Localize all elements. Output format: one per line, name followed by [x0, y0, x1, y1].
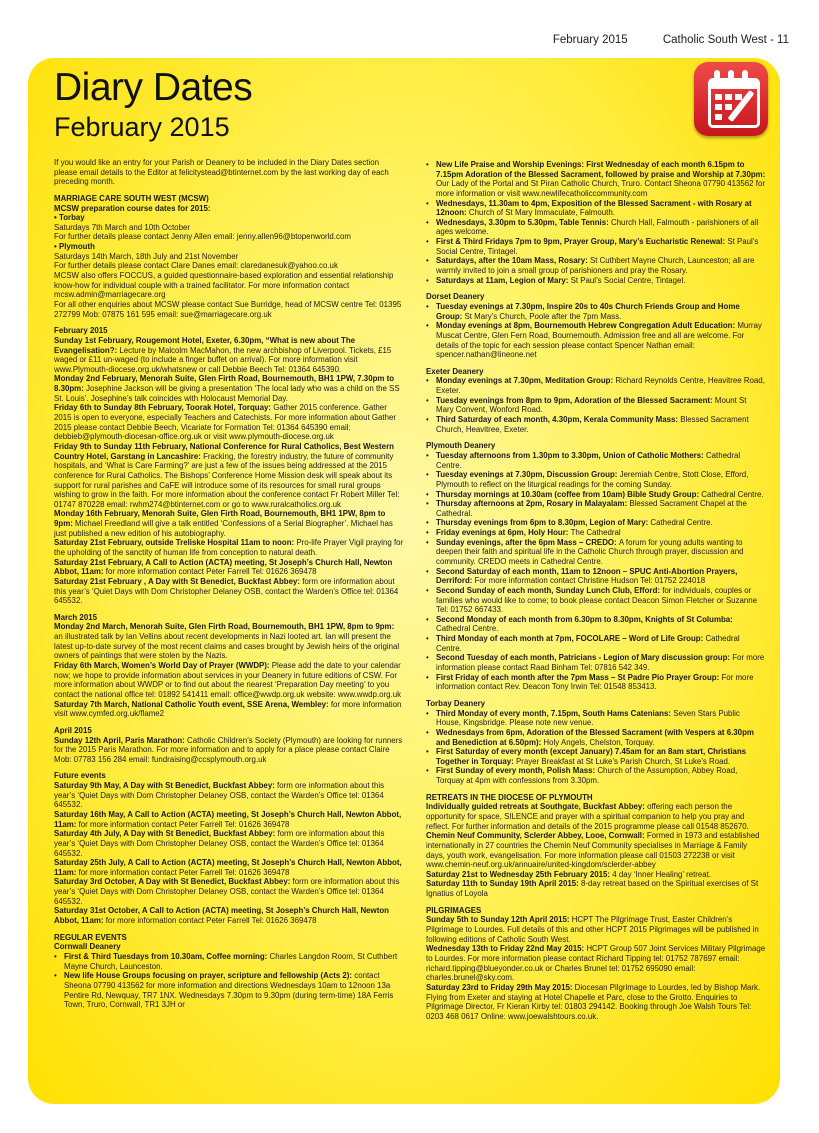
entry-text: For more information contact Rev. Deacon Tony Irwin Tel: 01548 853413. — [436, 672, 754, 692]
diary-entry — [426, 653, 766, 672]
section-heading: PILGRIMAGES — [426, 905, 482, 915]
text-list — [54, 223, 404, 242]
diary-entry — [54, 736, 404, 765]
entry-heading: First Friday of each month after the 7pm Mass – St Padre Pio Prayer Group: — [436, 672, 722, 682]
diary-entry — [54, 700, 404, 719]
page-title: Diary Dates — [54, 66, 253, 109]
bullet-list — [426, 709, 766, 786]
entry-text: Church of St Mary Immaculate, Falmouth. — [468, 208, 615, 218]
subsection-heading: Cornwall Deanery — [54, 942, 121, 952]
entry-heading: Wednesdays from 6pm, Adoration of the Blessed Sacrament (with Vespers at 6.30pm and Benediction at 6.50pm): — [436, 727, 754, 747]
entry-text: for more information contact Peter Farrell Tel: 01626 369478 — [78, 819, 290, 829]
entry-text: Cathedral Centre. — [436, 450, 741, 470]
entry-heading: Wednesdays, 3.30pm to 5.30pm, Table Tennis: — [436, 217, 611, 227]
entry-text: Cathedral Centre. — [701, 489, 764, 499]
entry-text: Cathedral Centre. — [650, 518, 713, 528]
entry-heading: Sunday evenings, after the 6pm Mass – CREDO: — [436, 537, 619, 547]
text-list — [54, 252, 404, 319]
entry-heading: Third Saturday of each month, 4.30pm, Kerala Community Mass: — [436, 415, 681, 425]
entry-heading: Wednesday 13th to Friday 22nd May 2015: — [426, 944, 587, 954]
entry-text: Formed in 1973 and established internationally in 27 countries the Chemin Neuf Community specialises in Marriage & Family days, youth work, evangelisation. For more information please call 01503 272238 or visit www.chemin-neuf.org.uk/annuaire/united-kingdom/sclerder-abbey — [426, 831, 760, 870]
entry-text: form ore information about this year’s ‘Quiet Days with Dom Christopher Delaney OSB, contact the Warden’s Office tel: 01364 645532. — [54, 877, 400, 906]
entry-list — [426, 915, 766, 1021]
diary-entry — [54, 558, 404, 577]
section-heading: MARRIAGE CARE SOUTH WEST (MCSW) — [54, 193, 209, 203]
entry-heading: Sunday 12th April, Paris Marathon: — [54, 735, 187, 745]
left-column — [54, 158, 404, 1010]
entry-text: form ore information about this year’s ‘Quiet Days with Dom Christopher Delaney OSB, contact the Warden’s Office tel: 01364 645532. — [54, 576, 399, 606]
entry-heading: Wednesdays, 11.30am to 4pm, Exposition of the Blessed Sacrament - with Rosary at 12noon: — [436, 198, 752, 218]
entry-text: Blessed Sacrament Chapel at the Cathedral. — [436, 499, 747, 518]
entry-text: Mount St Mary Convent, Wonford Road. — [436, 395, 747, 415]
diary-entry — [426, 728, 766, 747]
diary-entry — [426, 199, 766, 218]
entry-text: Catholic Children’s Society (Plymouth) are looking for runners for the 2015 Paris Marathon. For more information and to apply for a place please contact Claire Mob: 07783 156 284 email: fundraising@ccsplymouth.org.uk — [54, 735, 403, 764]
diary-entry — [426, 673, 766, 692]
entry-heading: First Sunday of every month, Polish Mass: — [436, 766, 598, 776]
entry-heading: Monday 16th February, Menorah Suite, Glen Firth Road, Bournemouth, BH1 1PW, 8pm to 9pm: — [54, 509, 386, 529]
entry-heading: Individually guided retreats at Southgate, Buckfast Abbey: — [426, 802, 648, 812]
entry-heading: Saturday 16th May, A Call to Action (ACTA) meeting, St Joseph’s Church Hall, Newton Abbot, 11am: — [54, 810, 402, 829]
section-heading: Future events — [54, 771, 106, 781]
entry-text: St Mary’s Church, Poole after the 7pm Mass. — [464, 311, 622, 321]
entry-text: Michael Freedland will give a talk entitled ‘Confessions of a Serial Biographer’. Michael has just published a new edition of his autobiography. — [54, 519, 393, 538]
diary-entry — [54, 810, 404, 829]
diary-entry — [426, 944, 766, 983]
entry-heading: Saturday 31st October, A Call to Action (ACTA) meeting, St Joseph’s Church Hall, Newton Abbot, 11am: — [54, 906, 389, 926]
entry-heading: Saturday 21st February, outside Treliske Hospital 11am to noon: — [54, 538, 297, 548]
entry-heading: Saturday 21st February, A Call to Action (ACTA) meeting, St Joseph’s Church Hall, Newton Abbot, 11am: — [54, 557, 393, 577]
diary-entry — [426, 747, 766, 766]
diary-entry — [54, 971, 404, 1010]
entry-heading: Saturday 25th July, A Call to Action (ACTA) meeting, St Joseph’s Church Hall, Newton Abbot, 11am: — [54, 858, 402, 877]
entry-text: 8-day retreat based on the Spiritual exercises of St Ignatius of Loyola — [426, 879, 759, 899]
diary-entry — [426, 870, 766, 880]
entry-list — [54, 336, 404, 606]
section-heading: Torbay Deanery — [426, 698, 486, 708]
diary-entry — [426, 490, 766, 500]
entry-heading: First Saturday of every month (except January) 7.45am for an 8am start, Christians Together in Torquay: — [436, 747, 747, 766]
diary-entry — [426, 276, 766, 286]
diary-entry — [426, 538, 766, 567]
entry-heading: Sunday 1st February, Rougemont Hotel, Exeter, 6.30pm, “What is new about The Evangelisation?: — [54, 335, 356, 355]
entry-heading: Sunday 5th to Sunday 12th April 2015: — [426, 915, 572, 925]
entry-heading: Thursday mornings at 10.30am (coffee from 10am) Bible Study Group: — [436, 489, 702, 499]
subsection-heading: • Plymouth — [54, 242, 95, 252]
entry-text: Seven Stars Public House, Kingsbridge. Please note new venue. — [436, 708, 740, 728]
section-heading: February 2015 — [54, 326, 108, 336]
diary-entry — [426, 831, 766, 870]
entry-text: Murray Muscat Centre, Glen Fern Road, Bournemouth. Admission free and all are welcome. For details of the topic for each session please contact Spencer Nathan email: spencer.nathan@lineone.net — [436, 321, 762, 360]
entry-heading: Tuesday evenings from 8pm to 9pm, Adoration of the Blessed Sacrament: — [436, 395, 715, 405]
diary-entry — [54, 538, 404, 557]
entry-list — [54, 781, 404, 926]
entry-text: Pro-life Prayer Vigil praying for the upholding of the sanctity of human life from conception to natural death. — [54, 538, 404, 557]
entry-text: 4 day ‘Inner Healing’ retreat. — [612, 869, 712, 879]
publication-name: Catholic South West - 11 — [662, 34, 789, 46]
diary-entry — [426, 518, 766, 528]
entry-heading: New Life Praise and Worship Evenings: First Wednesday of each month 6.15pm to 7.15pm Adoration of the Blessed Sacrament, followed by praise and Worship at 7.30pm: — [436, 160, 766, 179]
text-line: For further details please contact Jenny Allen email: jenny.allen96@btopenworld.com — [54, 232, 351, 242]
entry-text: for individuals, couples or families who would like to come; to book please contact Deacon Simon Fletcher or Suzanne Tel: 01752 667433. — [436, 585, 758, 615]
entry-text: HCPT Group 507 Joint Services Military Pilgrimage to Lourdes. For more information please contact Richard Tipping tel: 01752 787697 email: richard.tipping@blueyonder.co.uk or Charles Brunel tel: 01752 695090 email: charles.brunel@sky.com. — [426, 944, 766, 983]
diary-entry — [426, 528, 766, 538]
entry-text: Our Lady of the Portal and St Piran Catholic Church, Truro. Contact Sheona 07790 413562 for more information or visit www.newlifecatholiccommunity.com — [436, 179, 765, 198]
diary-entry — [426, 499, 766, 518]
entry-heading: Saturday 9th May, A Day with St Benedict, Buckfast Abbey: — [54, 781, 278, 791]
entry-text: HCPT The Pilgrimage Trust, Easter Children’s Pilgrimage to Lourdes. Full details of this and other HCPT 2015 Pilgrimages will be published in following editions of Catholic South West. — [426, 915, 759, 944]
section-heading: Exeter Deanery — [426, 366, 484, 376]
diary-entry — [54, 906, 404, 925]
right-column — [426, 160, 766, 1021]
entry-heading: Second Monday of each month from 6.30pm to 8.30pm, Knights of St Columba: — [436, 614, 733, 624]
entry-text: Diocesan Pilgrimage to Lourdes, led by Bishop Mark. Flying from Exeter and staying at Hotel Chapelle et Parc, close to the Grotto. Enquiries to Pilgrimage Director, Fr Kieran Kirby tel: 01803 294142. Booking through Joe Walsh Tours Tel: 0203 468 0617 Online: www.joewalshtours.co.uk. — [426, 982, 761, 1021]
diary-entry — [426, 634, 766, 653]
diary-entry — [426, 415, 766, 434]
text-line: For further details please contact Clare Danes email: claredanesuk@yahoo.co.uk — [54, 261, 338, 271]
entry-heading: Thursday afternoons at 2pm, Rosary in Malayalam: — [436, 499, 630, 509]
entry-heading: Saturday 4th July, A Day with St Benedict, Buckfast Abbey: — [54, 829, 278, 839]
entry-list — [54, 622, 404, 718]
entry-heading: Monday 2nd February, Menorah Suite, Glen Firth Road, Bournemouth, BH1 1PW, 7.30pm to 8.30pm: — [54, 374, 395, 394]
diary-entry — [54, 858, 404, 877]
diary-entry — [426, 586, 766, 615]
entry-heading: Saturday 7th March, National Catholic Youth event, SSE Arena, Wembley: — [54, 699, 331, 709]
bullet-list — [426, 302, 766, 360]
entry-heading: Saturday 23rd to Friday 29th May 2015: — [426, 982, 575, 992]
entry-text: Charles Langdon Room, St Cuthbert Mayne Church, Launceston. — [64, 951, 398, 971]
entry-heading: Third Monday of each month at 7pm, FOCOLARE – Word of Life Group: — [436, 634, 706, 644]
entry-text: Josephine Jackson will be giving a presentation ‘The local lady who was a child on the SS St. Louis’. Josephine’s talk coincides with Holocaust Memorial Day. — [54, 384, 400, 403]
entry-text: for more information visit www.cymfed.org.uk/flame2 — [54, 699, 402, 719]
diary-entry — [426, 879, 766, 898]
intro-text: If you would like an entry for your Parish or Deanery to be included in the Diary Dates section please email details to the Editor at felicitystead@btinternet.com by the last working day of each preceding month. — [54, 158, 389, 187]
entry-text: Church of the Assumption, Abbey Road, Torquay at 4pm with confessions from 3.30pm. — [436, 766, 738, 786]
entry-text: contact Sheona 07790 413562 for more information and directions Wednesdays 10am to 12noon 13a Pentire Rd, Newquay, TR7 1NX. Wednesdays 7.30pm to 9.30pm (during term-time) 18A Ferris Town, Truro, Cornwall, TR1 3JH or — [64, 971, 394, 1010]
diary-entry — [426, 237, 766, 256]
entry-text: St Paul’s Social Centre, Tintagel. — [436, 237, 759, 256]
calendar-icon — [694, 62, 768, 136]
entry-list — [54, 736, 404, 765]
entry-heading: Saturday 11th to Sunday 19th April 2015: — [426, 879, 581, 889]
entry-heading: Monday evenings at 7.30pm, Meditation Group: — [436, 376, 616, 386]
entry-text: Blessed Sacrament Church, Heavitree, Exeter. — [436, 415, 749, 434]
diary-entry — [54, 952, 404, 971]
section-heading: Plymouth Deanery — [426, 441, 496, 451]
subsection-heading: • Torbay — [54, 213, 85, 223]
page-subtitle: February 2015 — [54, 112, 230, 142]
section-heading: RETREATS IN THE DIOCESE OF PLYMOUTH — [426, 792, 593, 802]
entry-text: form ore information about this year’s ‘Quiet Days with Dom Christopher Delaney OSB, contact the Warden’s Office tel: 01364 645532. — [54, 829, 385, 858]
diary-entry — [426, 709, 766, 728]
entry-heading: First & Third Tuesdays from 10.30am, Coffee morning: — [64, 951, 270, 961]
diary-entry — [54, 661, 404, 700]
entry-text: for more information contact Peter Farrell Tel: 01626 369478 — [105, 567, 317, 577]
entry-text: for more information contact Peter Farrell Tel: 01626 369478 — [105, 916, 317, 926]
entry-heading: Chemin Neuf Community, Sclerder Abbey, Looe, Cornwall: — [426, 831, 647, 841]
text-line: Saturdays 14th March, 18th July and 21st November — [54, 251, 239, 261]
bullet-list — [426, 160, 766, 285]
entry-text: Holy Angels, Chelston, Torquay. — [543, 737, 655, 747]
entry-text: Please add the date to your calendar now; we hope to provide information about services in your Deanery in future editions of CSW. For more information about WWDP or to find out about the nearest ‘Preparation Day meeting’ to you contact the national office tel: 01892 541411 email: office@wwdp.org.uk website: www.wwdp.org.uk — [54, 661, 402, 699]
bullet-list — [54, 952, 404, 1010]
entry-text: form ore information about this year’s ‘Quiet Days with Dom Christopher Delaney OSB, contact the Warden’s Office tel: 01364 645532. — [54, 781, 385, 810]
diary-entry — [426, 766, 766, 785]
entry-text: Richard Reynolds Centre, Heavitree Road, Exeter. — [436, 376, 765, 396]
entry-heading: Second Sunday of each month, Sunday Lunch Club, Efford: — [436, 585, 663, 595]
entry-list — [426, 802, 766, 898]
entry-text: For more information contact Christine Hudson Tel: 01752 224018 — [474, 576, 706, 586]
entry-text: Fracking, the forestry industry, the future of community hospitals, and ‘What is Care Farming?’ are just a few of the issues being addressed at the 2015 conference for Rural Catholics. The Bishops’ Conference Home Mission desk will speak about its support for rural parishes and CaFE will introduce some of its resources for small rural groups wishing to grow in the faith. For more information about the conference contact Fr Robert Miller Tel: 01747 870228 email: rwhm274@btinternet.com or go to www.ruralcatholics.org.uk — [54, 451, 400, 509]
entry-text: Church Hall, Falmouth - parishioners of all ages welcome. — [436, 217, 759, 237]
entry-heading: Third Monday of every month, 7.15pm, South Hams Catenians: — [436, 708, 674, 718]
entry-heading: Tuesday evenings at 7.30pm, Inspire 20s to 40s Church Friends Group and Home Group: — [436, 301, 740, 321]
diary-panel — [28, 58, 780, 1104]
text-line: For all other enquiries about MCSW please contact Sue Burridge, head of MCSW centre Tel: 01395 272799 Mob: 07875 161 595 email: sue@marriagecare.org.uk — [54, 299, 402, 319]
entry-text: St Cuthbert Mayne Church, Launceston; all are warmly invited to join a small group of parishioners and pray the Rosary. — [436, 256, 755, 276]
section-heading: March 2015 — [54, 612, 97, 622]
diary-entry — [426, 160, 766, 199]
entry-heading: Friday evenings at 6pm, Holy Hour: — [436, 528, 571, 538]
entry-text: Cathedral Centre. — [436, 634, 740, 653]
entry-text: an illustrated talk by Ian Vellins about recent developments in Nazi looted art. Ian will present the latest up-to-date survey of the most recent claims and cases brought by Jewish heirs of the original owners of paintings that were stolen by the Nazis. — [54, 632, 400, 661]
entry-heading: Tuesday afternoons from 1.30pm to 3.30pm, Union of Catholic Mothers: — [436, 450, 706, 460]
entry-heading: Saturdays, after the 10am Mass, Rosary: — [436, 256, 590, 266]
entry-text: Prayer Breakfast at St Luke’s Parish Church, St Luke’s Road. — [515, 756, 731, 766]
page-header — [521, 34, 789, 46]
entry-text: Cathedral Centre. — [436, 624, 499, 634]
entry-heading: Saturday 21st to Wednesday 25th February 2015: — [426, 869, 613, 879]
section-heading: Dorset Deanery — [426, 292, 485, 302]
diary-entry — [54, 829, 404, 858]
diary-entry — [426, 983, 766, 1022]
diary-entry — [426, 451, 766, 470]
diary-entry — [426, 396, 766, 415]
diary-entry — [426, 376, 766, 395]
diary-entry — [54, 442, 404, 509]
entry-text: Gather 2015 conference. Gather 2015 is open to everyone, especially Teachers and Catechists. For more information about Gather 2015 please contact Debbie Beech, Vicariate for Formation Tel: 01364 645390 email: debbieb@plymouth-diocesan-office.org.uk or visit www.plymouth-diocese.org.uk — [54, 403, 396, 442]
diary-entry — [426, 218, 766, 237]
text-line: Saturdays 7th March and 10th October — [54, 222, 190, 232]
diary-entry — [426, 302, 766, 321]
diary-entry — [426, 321, 766, 360]
entry-heading: Second Tuesday of each month, Patricians - Legion of Mary discussion group: — [436, 653, 733, 663]
diary-entry — [54, 336, 404, 375]
entry-text: St Paul’s Social Centre, Tintagel. — [570, 275, 686, 285]
diary-entry — [54, 622, 404, 661]
diary-entry — [426, 470, 766, 489]
diary-entry — [54, 877, 404, 906]
issue-date: February 2015 — [552, 34, 628, 46]
entry-heading: Friday 6th March, Women’s World Day of Prayer (WWDP): — [54, 661, 272, 671]
diary-entry — [54, 577, 404, 606]
bullet-list — [426, 376, 766, 434]
section-subheading: MCSW preparation course dates for 2015: — [54, 203, 211, 213]
entry-heading: New life House Groups focusing on prayer, scripture and fellowship (Acts 2): — [64, 971, 355, 981]
entry-heading: Thursday evenings from 6pm to 8.30pm, Legion of Mary: — [436, 518, 651, 528]
entry-heading: Saturday 21st February , A Day with St Benedict, Buckfast Abbey: — [54, 576, 303, 586]
diary-entry — [54, 781, 404, 810]
diary-entry — [426, 915, 766, 944]
section-heading: REGULAR EVENTS — [54, 932, 127, 942]
diary-entry — [426, 802, 766, 831]
entry-heading: Friday 9th to Sunday 11th February, National Conference for Rural Catholics, Best Western Country Hotel, Garstang in Lancashire: — [54, 441, 394, 461]
entry-heading: Second Saturday of each month, 11am to 12noon – SPUC Anti-Abortion Prayers, Derriford: — [436, 566, 738, 586]
section-heading: April 2015 — [54, 725, 92, 735]
entry-text: Jeremiah Centre, Stott Close, Efford, Plymouth to reflect on the liturgical readings for the coming Sunday. — [436, 470, 749, 489]
entry-text: For more information please contact Raad Binham Tel: 07816 542 349. — [436, 653, 765, 673]
entry-text: A forum for young adults wanting to deepen their faith and spiritual life in the Catholic Church through prayer, discussion and community. CREDO meets in Cathedral Centre. — [436, 537, 744, 566]
diary-entry — [426, 256, 766, 275]
entry-text: Lecture by Malcolm MacMahon, the new archbishop of Liverpool. Tickets, £15 waged or £11 un-waged (to include a finger buffet on arrival). For more information visit www.Plymouth-diocese.org.uk/whatsnew or call Debbie Beech Tel: 01364 645390. — [54, 345, 392, 374]
diary-entry — [54, 509, 404, 538]
entry-text: offering each person the opportunity for space, SILENCE and prayer with a spiritual companion to help you pray and reflect. For further information and details of the 2015 programme please call 01548 852670. — [426, 802, 749, 831]
entry-heading: Saturdays at 11am, Legion of Mary: — [436, 275, 571, 285]
entry-heading: Monday evenings at 8pm, Bournemouth Hebrew Congregation Adult Education: — [436, 321, 738, 331]
bullet-list — [426, 451, 766, 692]
entry-heading: Friday 6th to Sunday 8th February, Toorak Hotel, Torquay: — [54, 403, 274, 413]
diary-entry — [54, 374, 404, 403]
entry-text: The Cathedral — [570, 528, 621, 538]
entry-heading: Saturday 3rd October, A Day with St Benedict, Buckfast Abbey: — [54, 877, 293, 887]
entry-text: for more information contact Peter Farrell Tel: 01626 369478 — [78, 867, 290, 877]
entry-heading: First & Third Fridays 7pm to 9pm, Prayer Group, Mary’s Eucharistic Renewal: — [436, 237, 728, 247]
diary-entry — [426, 567, 766, 586]
text-line: MCSW also offers FOCCUS, a guided questionnaire-based exploration and essential relationship know-how for individual couple with a trained facilitator. For more information contact mcsw.admin@marriagecare.org — [54, 271, 394, 300]
entry-heading: Monday 2nd March, Menorah Suite, Glen Firth Road, Bournemouth, BH1 1PW, 8pm to 9pm: — [54, 622, 395, 632]
entry-heading: Tuesday evenings at 7.30pm, Discussion Group: — [436, 470, 620, 480]
diary-entry — [426, 615, 766, 634]
diary-entry — [54, 403, 404, 442]
